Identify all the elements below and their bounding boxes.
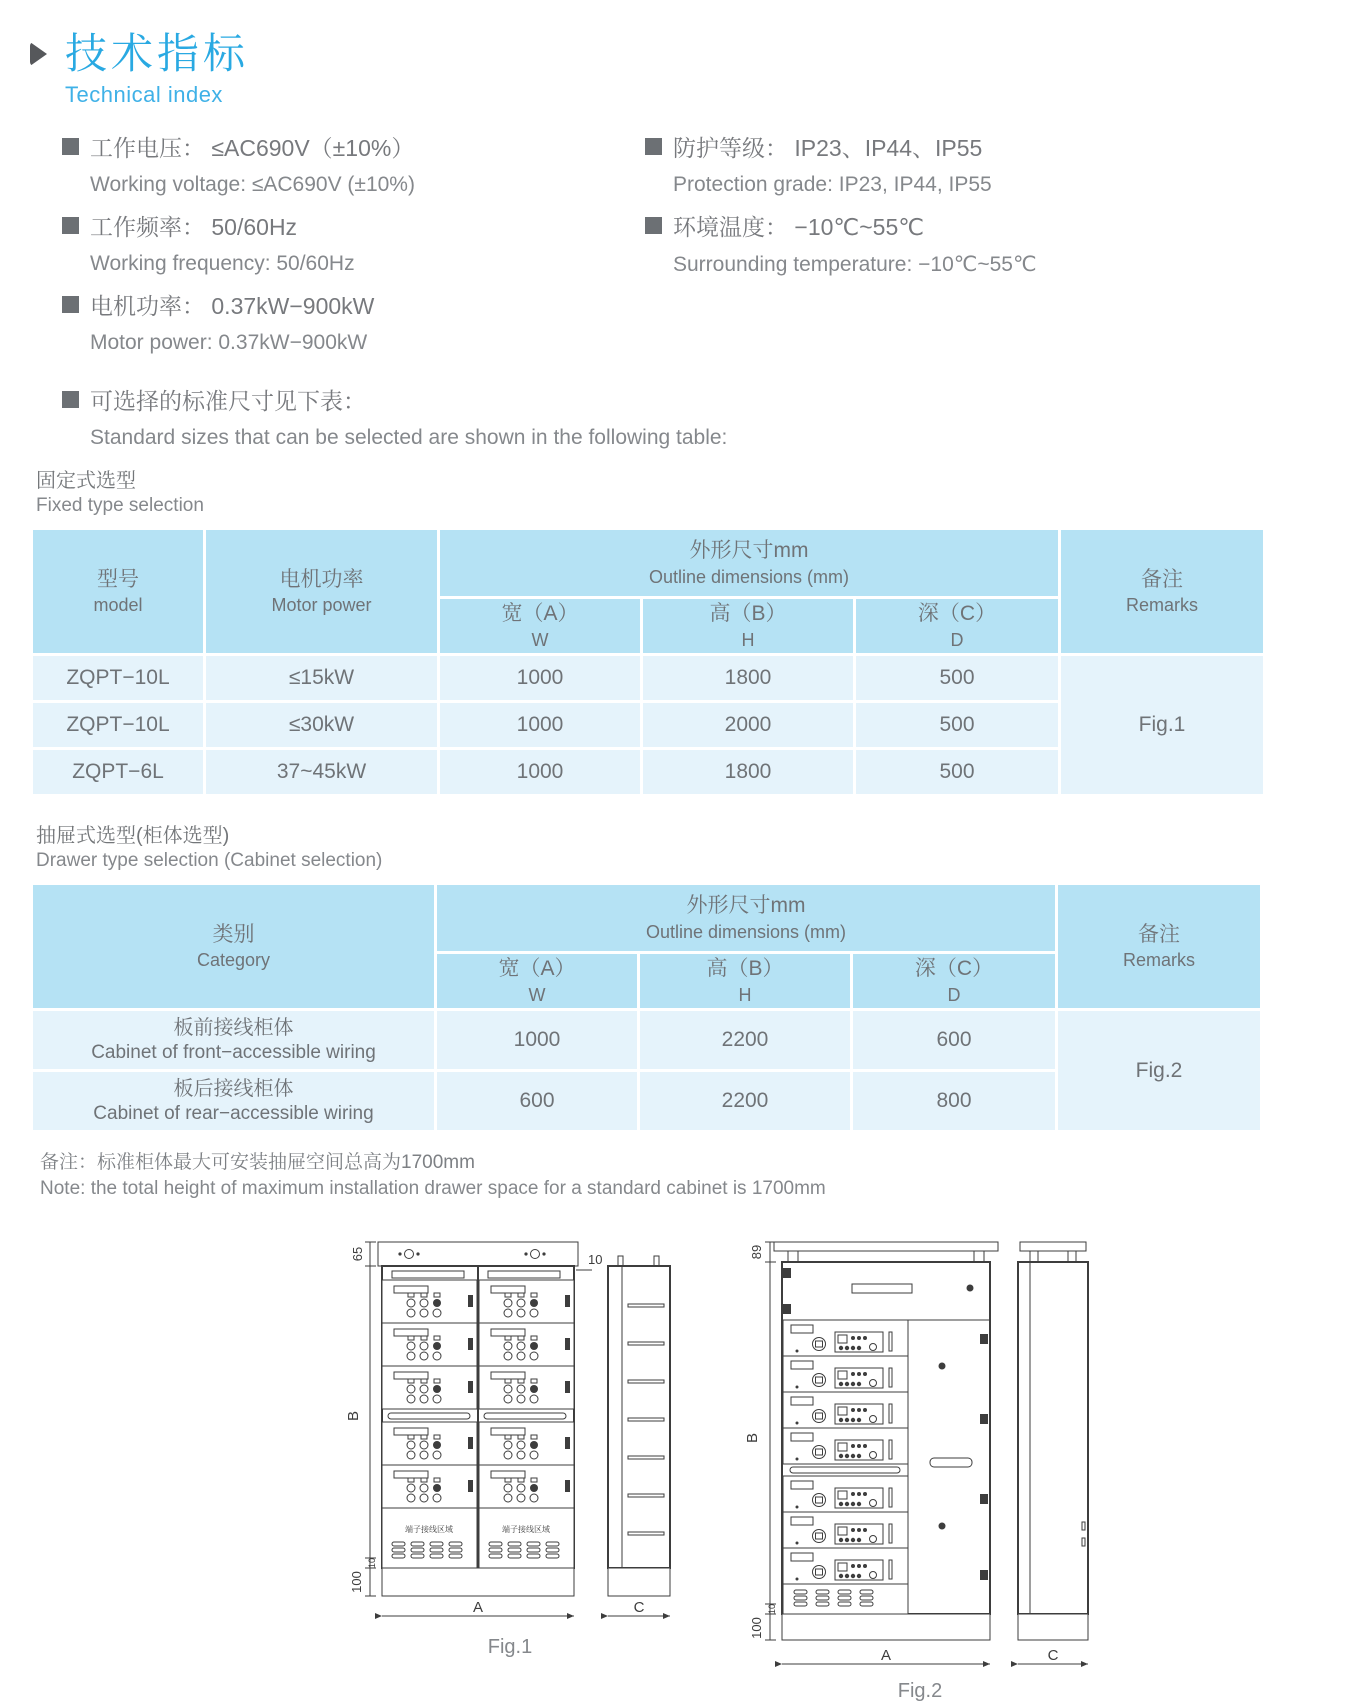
section-arrow-icon [30,42,47,66]
fig2-dim-top: 89 [749,1245,764,1260]
cell-power: ≤15kW [206,656,437,700]
cell-model: ZQPT−10L [33,703,203,747]
header-model-cn: 型号 [97,567,139,591]
header-height-en: H [741,629,755,650]
header-motor-power [206,530,437,653]
cell-depth: 500 [856,703,1058,747]
figure-2 [730,1226,1110,1703]
spec-cn-text: 工作电压： ≤AC690V（±10%） [90,135,415,162]
page-title: 技术指标 [65,30,250,77]
header-power-cn: 电机功率 [279,567,364,591]
header-remarks-en: Remarks [1125,595,1198,616]
cell-height: 1800 [643,750,853,794]
cell-width: 1000 [440,703,640,747]
fig2-drawing [730,1226,1110,1678]
fig1-dim-top-right: 10 [588,1252,603,1268]
header-category-cn: 类别 [212,922,255,946]
fig2-caption: Fig.2 [897,1680,943,1703]
square-bullet-icon [62,217,79,234]
header-remarks-en: Remarks [1122,950,1195,971]
cell-remark: Fig.1 [1061,656,1263,794]
table-row [33,656,1263,700]
cell-category-en: Cabinet of front−accessible wiring [91,1041,376,1063]
cell-width: 1000 [440,656,640,700]
spec-standard-sizes [0,383,1357,450]
table2-title-en: Drawer type selection (Cabinet selection) [36,850,383,872]
specs-grid [0,130,1357,367]
fig1-dim-height: B [345,1411,362,1422]
cell-width: 1000 [440,750,640,794]
cell-depth: 500 [856,750,1058,794]
header-height [640,954,850,1008]
header-remarks-cn: 备注 [1138,922,1180,946]
fig1-dim-width: A [472,1599,484,1617]
spec-protection-grade [645,130,1357,197]
fig2-dim-width: A [880,1647,892,1665]
header-width-cn: 宽（A） [498,957,576,981]
spec-en-text: Working voltage: ≤AC690V (±10%) [90,173,415,197]
cell-model: ZQPT−6L [33,750,203,794]
fixed-type-table [30,527,1266,797]
header-depth-cn: 深（C） [914,957,994,981]
spec-cn-text: 防护等级： IP23、IP44、IP55 [673,135,983,162]
fig1-terminal-area-label: 端子接线区域 [502,1525,550,1535]
fig2-dim-depth: C [1047,1647,1059,1665]
cell-category [33,1011,434,1069]
header-width [437,954,637,1008]
cell-category-en: Cabinet of rear−accessible wiring [93,1102,374,1124]
header-remarks [1061,530,1263,653]
fig1-terminal-area-label: 端子接线区域 [405,1525,453,1535]
spec-cn-line [645,130,1357,163]
fig1-dim-top: 65 [350,1247,365,1262]
header-model-en: model [93,595,143,616]
spec-cn-line [645,209,1357,242]
square-bullet-icon [62,296,79,313]
specs-section [0,130,1357,450]
fig1-dim-small: 10 [367,1558,377,1569]
header-dims-en: Outline dimensions (mm) [645,921,847,942]
figure-1 [330,1226,690,1659]
spec-cn-line [62,288,645,321]
header-dims-en: Outline dimensions (mm) [648,566,850,587]
cell-depth: 500 [856,656,1058,700]
page-header [30,30,1357,108]
table-row [33,1011,1260,1069]
spec-cn-text: 可选择的标准尺寸见下表： [90,388,366,415]
spec-en-text: Working frequency: 50/60Hz [90,252,355,276]
header-height-cn: 高（B） [709,602,787,626]
fig1-cabinet-base [382,1568,574,1596]
table2-title-cn: 抽屉式选型(柜体选型) [36,825,230,848]
header-model [33,530,203,653]
note-cn: 备注：标准柜体最大可安装抽屉空间总高为1700mm [40,1152,475,1174]
spec-working-frequency [62,209,645,276]
square-bullet-icon [645,138,662,155]
header-outline-dimensions [437,885,1055,951]
fig1-cabinet-cap [378,1242,578,1266]
fig2-dim-height: B [744,1433,761,1444]
cell-power: ≤30kW [206,703,437,747]
spec-surrounding-temperature [645,209,1357,277]
table-header-row [33,885,1260,951]
cell-power: 37~45kW [206,750,437,794]
header-width-en: W [531,629,549,650]
cell-height: 2000 [643,703,853,747]
fig2-cabinet-base [782,1614,990,1640]
header-remarks-cn: 备注 [1141,567,1183,591]
square-bullet-icon [645,217,662,234]
fig1-caption: Fig.1 [487,1636,533,1659]
spec-motor-power [62,288,645,355]
table1-title-cn: 固定式选型 [36,470,136,493]
header-depth-en: D [947,984,961,1005]
spec-cn-line [62,130,645,163]
spec-cn-line [62,209,645,242]
square-bullet-icon [62,391,79,408]
cell-height: 1800 [643,656,853,700]
cell-remark: Fig.2 [1058,1011,1260,1130]
spec-en-text: Motor power: 0.37kW−900kW [90,331,368,355]
header-power-en: Motor power [271,595,372,616]
fig2-cabinet-cap [774,1242,998,1251]
specs-column-right [645,130,1357,367]
title-wrap [65,30,249,108]
fig2-dim-bottom: 100 [749,1617,764,1640]
cell-height: 2200 [640,1011,850,1069]
cell-depth: 600 [853,1011,1055,1069]
spec-cn-line [62,383,1357,416]
fig1-drawing [330,1226,690,1634]
header-height-en: H [738,984,752,1005]
square-bullet-icon [62,138,79,155]
spec-en-text: Protection grade: IP23, IP44, IP55 [673,173,992,197]
cell-width: 600 [437,1072,637,1130]
header-depth-cn: 深（C） [917,602,997,626]
header-depth-en: D [950,629,964,650]
header-remarks [1058,885,1260,1008]
spec-en-text: Standard sizes that can be selected are shown in the following table: [90,426,728,450]
fig1-dim-depth: C [633,1599,645,1617]
spec-cn-text: 电机功率： 0.37kW−900kW [90,293,375,320]
spec-cn-text: 工作频率： 50/60Hz [90,214,298,241]
spec-working-voltage [62,130,645,197]
cell-width: 1000 [437,1011,637,1069]
note-en: Note: the total height of maximum installation drawer space for a standard cabinet is 1700mm [40,1178,826,1200]
header-category-en: Category [196,950,271,971]
page-subtitle: Technical index [65,82,223,108]
fig2-side-view [1018,1262,1088,1614]
figures-section [330,1226,1357,1703]
drawer-type-table [30,882,1263,1133]
spec-en-text: Surrounding temperature: −10℃~55℃ [673,253,1037,277]
header-width [440,599,640,653]
header-dims-cn: 外形尺寸mm [686,894,806,918]
cell-depth: 800 [853,1072,1055,1130]
table-header-row [33,530,1263,596]
cell-model: ZQPT−10L [33,656,203,700]
fig2-dim-small: 10 [767,1604,777,1615]
cell-category [33,1072,434,1130]
header-height-cn: 高（B） [706,957,784,981]
fig1-dim-bottom: 100 [349,1571,364,1594]
header-height [643,599,853,653]
header-category [33,885,434,1008]
header-depth [853,954,1055,1008]
header-width-cn: 宽（A） [501,602,579,626]
spec-cn-text: 环境温度： −10℃~55℃ [673,214,925,241]
cell-category-cn: 板前接线柜体 [173,1016,294,1039]
cell-height: 2200 [640,1072,850,1130]
cell-category-cn: 板后接线柜体 [173,1077,294,1100]
header-depth [856,599,1058,653]
table1-title-en: Fixed type selection [36,495,204,517]
fig1-side-view [608,1266,670,1568]
header-dims-cn: 外形尺寸mm [689,539,809,563]
header-outline-dimensions [440,530,1058,596]
header-width-en: W [528,984,546,1005]
specs-column-left [0,130,645,367]
